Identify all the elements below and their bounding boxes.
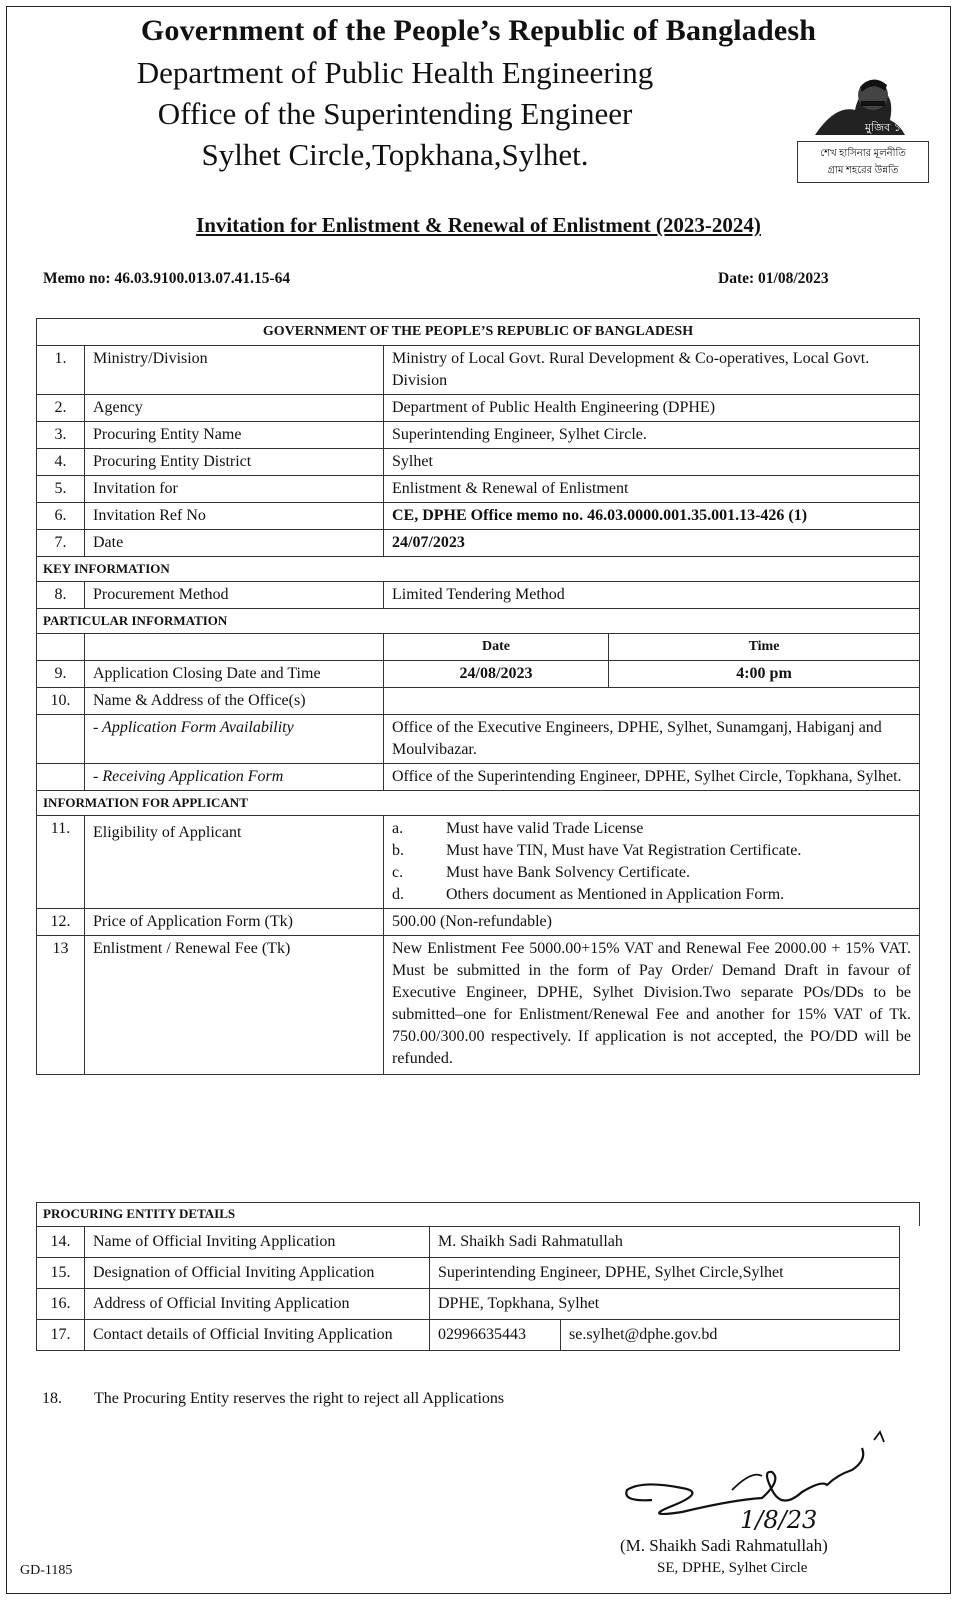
table-row: [37, 688, 920, 715]
row-label: Enlistment / Renewal Fee (Tk): [85, 936, 384, 1075]
section-row: [37, 791, 920, 816]
row-number: 13: [37, 936, 85, 1075]
column-time-header: Time: [609, 634, 920, 661]
row-number: 7.: [37, 530, 85, 557]
table-row: [37, 395, 920, 422]
emblem-caption-1: শেখ হাসিনার মূলনীতি: [820, 148, 906, 159]
subheader-row: [37, 634, 920, 661]
row-value: Sylhet: [384, 449, 920, 476]
empty-cell: [37, 715, 85, 764]
row-label: Address of Official Inviting Application: [85, 1289, 430, 1320]
row-number: 10.: [37, 688, 85, 715]
section-particular-information: PARTICULAR INFORMATION: [37, 609, 920, 634]
footer-code: GD-1185: [20, 1563, 73, 1578]
note-text: The Procuring Entity reserves the right to reject all Applications: [94, 1390, 505, 1407]
row-value: New Enlistment Fee 5000.00+15% VAT and Renewal Fee 2000.00 + 15% VAT. Must be submitted in the form of Pay Order/ Demand Draft in favour of Executive Engineer, DPHE, Sylhet Division.Two separate POs/DDs to be submitted–one for Enlistment/Renewal Fee and another for 15% VAT of Tk. 750.00/300.00 respectively. If application is not accepted, the PO/DD will be refunded.: [384, 936, 920, 1075]
note-number: 18.: [42, 1390, 62, 1407]
row-value: Office of the Executive Engineers, DPHE, Sylhet, Sunamganj, Habiganj and Moulvibazar.: [384, 715, 920, 764]
signatory-designation: SE, DPHE, Sylhet Circle: [657, 1560, 808, 1576]
mujib-100-emblem: [797, 65, 931, 185]
document-title: Invitation for Enlistment & Renewal of Enlistment (2023-2024): [196, 213, 761, 237]
table-row: [37, 530, 920, 557]
row-number: 9.: [37, 661, 85, 688]
signatory-name: (M. Shaikh Sadi Rahmatullah): [620, 1536, 828, 1555]
table-row: [37, 715, 920, 764]
portrait-logo-icon: [805, 65, 915, 140]
table-row: [37, 764, 920, 791]
row-value: Limited Tendering Method: [384, 582, 920, 609]
section-key-information: KEY INFORMATION: [37, 557, 920, 582]
list-item: b. Must have TIN, Must have Vat Registration Certificate.: [392, 842, 802, 859]
row-label: Eligibility of Applicant: [85, 816, 384, 909]
row-number: 5.: [37, 476, 85, 503]
section-procuring-entity-details: PROCURING ENTITY DETAILS: [36, 1202, 920, 1226]
row-label: Designation of Official Inviting Application: [85, 1258, 430, 1289]
row-value: 24/07/2023: [384, 530, 920, 557]
eligibility-list: [384, 816, 920, 909]
row-label: Price of Application Form (Tk): [85, 909, 384, 936]
row-number: 11.: [37, 816, 85, 909]
list-item: d. Others document as Mentioned in Application Form.: [392, 886, 785, 903]
row-number: 12.: [37, 909, 85, 936]
header-department: Department of Public Health Engineering: [136, 55, 654, 90]
table-row: [37, 936, 920, 1075]
table-row: [37, 1289, 900, 1320]
table-row: [37, 503, 920, 530]
row-label: Procuring Entity District: [85, 449, 384, 476]
table-heading: GOVERNMENT OF THE PEOPLE’S REPUBLIC OF BANGLADESH: [37, 319, 920, 346]
section-row: [37, 557, 920, 582]
logo-text: মুজিব ১০০: [865, 121, 915, 134]
row-number: 4.: [37, 449, 85, 476]
contact-phone: 02996635443: [430, 1320, 561, 1351]
emblem-caption-box: [797, 141, 929, 183]
row-value: Office of the Superintending Engineer, DPHE, Sylhet Circle, Topkhana, Sylhet.: [384, 764, 920, 791]
row-value: Superintending Engineer, DPHE, Sylhet Circle,Sylhet: [430, 1258, 900, 1289]
table-row: [37, 346, 920, 395]
row-value: DPHE, Topkhana, Sylhet: [430, 1289, 900, 1320]
signature-icon: [612, 1430, 902, 1540]
emblem-caption-2: গ্রাম শহরের উন্নতি: [827, 165, 899, 176]
row-label: Procurement Method: [85, 582, 384, 609]
row-label: Name & Address of the Office(s): [85, 688, 384, 715]
closing-date: 24/08/2023: [384, 661, 609, 688]
table-row: [37, 476, 920, 503]
row-number: 14.: [37, 1227, 85, 1258]
row-value: M. Shaikh Sadi Rahmatullah: [430, 1227, 900, 1258]
row-value: Ministry of Local Govt. Rural Development & Co-operatives, Local Govt. Division: [384, 346, 920, 395]
row-label: Procuring Entity Name: [85, 422, 384, 449]
table-row: [37, 909, 920, 936]
closing-time: 4:00 pm: [609, 661, 920, 688]
table-row: [37, 816, 920, 909]
invitation-table: [36, 318, 920, 1075]
row-number: 15.: [37, 1258, 85, 1289]
header-office: Office of the Superintending Engineer: [157, 96, 633, 131]
note-18: [42, 1390, 504, 1408]
row-label: Date: [85, 530, 384, 557]
column-date-header: Date: [384, 634, 609, 661]
header-address: Sylhet Circle,Topkhana,Sylhet.: [201, 137, 589, 172]
empty-cell: [37, 764, 85, 791]
row-value: CE, DPHE Office memo no. 46.03.0000.001.35.001.13-426 (1): [384, 503, 920, 530]
section-row: [37, 609, 920, 634]
row-number: 16.: [37, 1289, 85, 1320]
row-value: Superintending Engineer, Sylhet Circle.: [384, 422, 920, 449]
header-government: Government of the People’s Republic of Bangladesh: [140, 14, 817, 47]
row-label: Agency: [85, 395, 384, 422]
table-row: [37, 1258, 900, 1289]
row-label: Invitation Ref No: [85, 503, 384, 530]
row-number: 3.: [37, 422, 85, 449]
contact-email: se.sylhet@dphe.gov.bd: [561, 1320, 900, 1351]
procuring-entity-table: [36, 1226, 900, 1351]
row-label: Application Closing Date and Time: [85, 661, 384, 688]
row-number: 2.: [37, 395, 85, 422]
row-number: 8.: [37, 582, 85, 609]
row-label: Name of Official Inviting Application: [85, 1227, 430, 1258]
row-number: 6.: [37, 503, 85, 530]
memo-number: Memo no: 46.03.9100.013.07.41.15-64: [43, 270, 291, 287]
row-label: Ministry/Division: [85, 346, 384, 395]
table-row: [37, 1227, 900, 1258]
section-information-for-applicant: INFORMATION FOR APPLICANT: [37, 791, 920, 816]
table-row: [37, 449, 920, 476]
row-label: Contact details of Official Inviting Application: [85, 1320, 430, 1351]
row-label: Invitation for: [85, 476, 384, 503]
list-item: a. Must have valid Trade License: [392, 820, 644, 837]
table-row: [37, 422, 920, 449]
row-value: 500.00 (Non-refundable): [384, 909, 920, 936]
row-number: 17.: [37, 1320, 85, 1351]
row-value: Enlistment & Renewal of Enlistment: [384, 476, 920, 503]
table-row: [37, 1320, 900, 1351]
empty-cell: [37, 634, 85, 661]
table-row: [37, 582, 920, 609]
handwritten-date: 1/8/23: [740, 1506, 818, 1534]
memo-date: Date: 01/08/2023: [718, 270, 829, 287]
row-value: Department of Public Health Engineering (DPHE): [384, 395, 920, 422]
list-item: c. Must have Bank Solvency Certificate.: [392, 864, 690, 881]
table-heading-row: [37, 319, 920, 346]
table-row: [37, 661, 920, 688]
empty-cell: [384, 688, 920, 715]
empty-cell: [85, 634, 384, 661]
row-label: - Receiving Application Form: [85, 764, 384, 791]
row-label: - Application Form Availability: [85, 715, 384, 764]
row-number: 1.: [37, 346, 85, 395]
